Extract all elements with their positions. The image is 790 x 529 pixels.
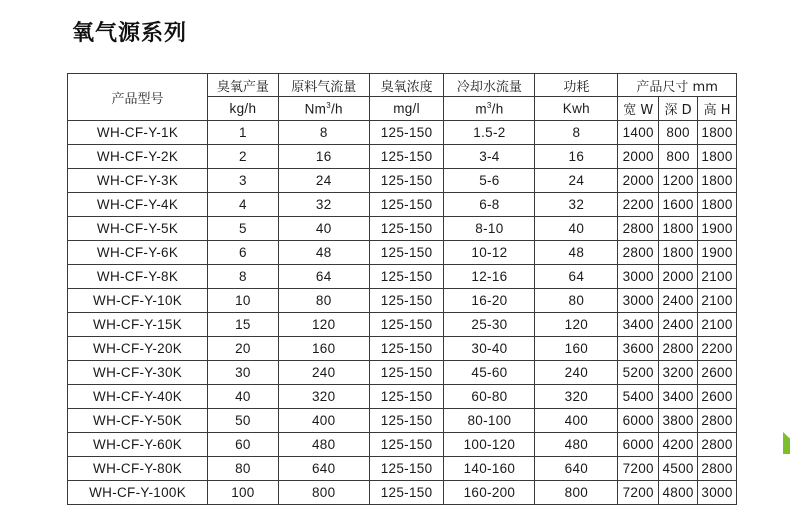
- table-row: [68, 337, 737, 361]
- depth-cell: 1600: [659, 193, 698, 217]
- feed-gas-flow-cell: 320: [278, 385, 369, 409]
- feed-gas-flow-cell: 48: [278, 241, 369, 265]
- cooling-water-flow-cell: 140-160: [444, 457, 535, 481]
- header-cooling-water-flow: 冷却水流量: [444, 74, 535, 97]
- unit-cooling-water-flow-prefix: m: [475, 101, 487, 117]
- width-cell: 7200: [618, 481, 659, 505]
- height-cell: 2800: [698, 433, 737, 457]
- header-ozone-output: 臭氧产量: [208, 74, 279, 97]
- power-cell: 800: [535, 481, 618, 505]
- ozone-output-cell: 30: [208, 361, 279, 385]
- power-cell: 64: [535, 265, 618, 289]
- width-cell: 1400: [618, 121, 659, 145]
- width-cell: 2200: [618, 193, 659, 217]
- width-cell: 5200: [618, 361, 659, 385]
- height-cell: 2100: [698, 289, 737, 313]
- table-row: [68, 409, 737, 433]
- depth-cell: 4500: [659, 457, 698, 481]
- unit-feed-gas-flow-suffix: /h: [330, 101, 343, 117]
- height-cell: 2100: [698, 265, 737, 289]
- feed-gas-flow-cell: 160: [278, 337, 369, 361]
- power-cell: 240: [535, 361, 618, 385]
- unit-ozone-concentration: mg/l: [369, 97, 444, 121]
- height-cell: 1800: [698, 169, 737, 193]
- table-row: [68, 481, 737, 505]
- header-power: 功耗: [535, 74, 618, 97]
- depth-cell: 3200: [659, 361, 698, 385]
- ozone-concentration-cell: 125-150: [369, 121, 444, 145]
- height-cell: 2600: [698, 385, 737, 409]
- ozone-concentration-cell: 125-150: [369, 241, 444, 265]
- power-cell: 16: [535, 145, 618, 169]
- unit-cooling-water-flow: [444, 97, 535, 121]
- height-cell: 2600: [698, 361, 737, 385]
- width-cell: 3400: [618, 313, 659, 337]
- table-row: [68, 433, 737, 457]
- model-cell: WH-CF-Y-100K: [68, 481, 208, 505]
- feed-gas-flow-cell: 480: [278, 433, 369, 457]
- table-row: [68, 361, 737, 385]
- depth-cell: 3400: [659, 385, 698, 409]
- ozone-concentration-cell: 125-150: [369, 217, 444, 241]
- table-row: [68, 313, 737, 337]
- spec-table: [67, 73, 737, 505]
- ozone-output-cell: 10: [208, 289, 279, 313]
- ozone-concentration-cell: 125-150: [369, 193, 444, 217]
- ozone-output-cell: 2: [208, 145, 279, 169]
- model-cell: WH-CF-Y-1K: [68, 121, 208, 145]
- model-cell: WH-CF-Y-10K: [68, 289, 208, 313]
- width-cell: 2800: [618, 241, 659, 265]
- table-row: [68, 217, 737, 241]
- model-cell: WH-CF-Y-30K: [68, 361, 208, 385]
- feed-gas-flow-cell: 16: [278, 145, 369, 169]
- feed-gas-flow-cell: 240: [278, 361, 369, 385]
- depth-cell: 2400: [659, 313, 698, 337]
- height-cell: 1800: [698, 121, 737, 145]
- power-cell: 24: [535, 169, 618, 193]
- cooling-water-flow-cell: 45-60: [444, 361, 535, 385]
- ozone-output-cell: 3: [208, 169, 279, 193]
- ozone-output-cell: 4: [208, 193, 279, 217]
- width-cell: 3000: [618, 265, 659, 289]
- depth-cell: 800: [659, 121, 698, 145]
- page-title: 氧气源系列: [72, 21, 188, 46]
- unit-cooling-water-flow-sup: 3: [486, 100, 492, 110]
- ozone-output-cell: 60: [208, 433, 279, 457]
- table-row: [68, 193, 737, 217]
- table-row: [68, 289, 737, 313]
- power-cell: 40: [535, 217, 618, 241]
- cooling-water-flow-cell: 160-200: [444, 481, 535, 505]
- model-cell: WH-CF-Y-60K: [68, 433, 208, 457]
- unit-feed-gas-flow-prefix: Nm: [304, 101, 327, 117]
- cooling-water-flow-cell: 100-120: [444, 433, 535, 457]
- power-cell: 400: [535, 409, 618, 433]
- model-cell: WH-CF-Y-40K: [68, 385, 208, 409]
- model-cell: WH-CF-Y-80K: [68, 457, 208, 481]
- cooling-water-flow-cell: 30-40: [444, 337, 535, 361]
- power-cell: 120: [535, 313, 618, 337]
- ozone-output-cell: 1: [208, 121, 279, 145]
- depth-cell: 1800: [659, 241, 698, 265]
- header-model: 产品型号: [68, 74, 208, 121]
- feed-gas-flow-cell: 80: [278, 289, 369, 313]
- header-feed-gas-flow: 原料气流量: [278, 74, 369, 97]
- model-cell: WH-CF-Y-2K: [68, 145, 208, 169]
- ozone-concentration-cell: 125-150: [369, 409, 444, 433]
- depth-cell: 4800: [659, 481, 698, 505]
- unit-feed-gas-flow: [278, 97, 369, 121]
- width-cell: 2000: [618, 169, 659, 193]
- power-cell: 32: [535, 193, 618, 217]
- table-header-row: [68, 74, 737, 97]
- ozone-output-cell: 15: [208, 313, 279, 337]
- power-cell: 80: [535, 289, 618, 313]
- feed-gas-flow-cell: 8: [278, 121, 369, 145]
- cooling-water-flow-cell: 6-8: [444, 193, 535, 217]
- cooling-water-flow-cell: 80-100: [444, 409, 535, 433]
- height-cell: 2800: [698, 457, 737, 481]
- ozone-output-cell: 50: [208, 409, 279, 433]
- feed-gas-flow-cell: 24: [278, 169, 369, 193]
- cooling-water-flow-cell: 10-12: [444, 241, 535, 265]
- side-tab-marker[interactable]: [783, 432, 790, 454]
- model-cell: WH-CF-Y-20K: [68, 337, 208, 361]
- model-cell: WH-CF-Y-6K: [68, 241, 208, 265]
- width-cell: 3600: [618, 337, 659, 361]
- table-row: [68, 145, 737, 169]
- ozone-output-cell: 8: [208, 265, 279, 289]
- unit-feed-gas-flow-sup: 3: [326, 100, 331, 110]
- ozone-output-cell: 20: [208, 337, 279, 361]
- width-cell: 6000: [618, 409, 659, 433]
- ozone-concentration-cell: 125-150: [369, 289, 444, 313]
- width-cell: 7200: [618, 457, 659, 481]
- feed-gas-flow-cell: 32: [278, 193, 369, 217]
- height-cell: 2100: [698, 313, 737, 337]
- table-row: [68, 241, 737, 265]
- ozone-concentration-cell: 125-150: [369, 433, 444, 457]
- depth-cell: 1800: [659, 217, 698, 241]
- height-cell: 1800: [698, 193, 737, 217]
- depth-cell: 2400: [659, 289, 698, 313]
- power-cell: 8: [535, 121, 618, 145]
- height-cell: 3000: [698, 481, 737, 505]
- power-cell: 480: [535, 433, 618, 457]
- height-cell: 1900: [698, 217, 737, 241]
- feed-gas-flow-cell: 800: [278, 481, 369, 505]
- unit-power: Kwh: [535, 97, 618, 121]
- ozone-concentration-cell: 125-150: [369, 265, 444, 289]
- cooling-water-flow-cell: 12-16: [444, 265, 535, 289]
- table-row: [68, 385, 737, 409]
- header-dimensions: 产品尺寸 mm: [618, 74, 737, 97]
- cooling-water-flow-cell: 16-20: [444, 289, 535, 313]
- width-cell: 2800: [618, 217, 659, 241]
- cooling-water-flow-cell: 60-80: [444, 385, 535, 409]
- width-cell: 2000: [618, 145, 659, 169]
- ozone-concentration-cell: 125-150: [369, 481, 444, 505]
- model-cell: WH-CF-Y-3K: [68, 169, 208, 193]
- height-cell: 1900: [698, 241, 737, 265]
- width-cell: 6000: [618, 433, 659, 457]
- spec-table-body: [68, 121, 737, 505]
- ozone-concentration-cell: 125-150: [369, 169, 444, 193]
- ozone-output-cell: 5: [208, 217, 279, 241]
- unit-width: 宽 W: [618, 97, 659, 121]
- unit-depth: 深 D: [659, 97, 698, 121]
- ozone-concentration-cell: 125-150: [369, 385, 444, 409]
- model-cell: WH-CF-Y-5K: [68, 217, 208, 241]
- power-cell: 48: [535, 241, 618, 265]
- cooling-water-flow-cell: 5-6: [444, 169, 535, 193]
- header-ozone-concentration: 臭氧浓度: [369, 74, 444, 97]
- width-cell: 3000: [618, 289, 659, 313]
- cooling-water-flow-cell: 25-30: [444, 313, 535, 337]
- height-cell: 2200: [698, 337, 737, 361]
- height-cell: 1800: [698, 145, 737, 169]
- power-cell: 160: [535, 337, 618, 361]
- ozone-output-cell: 6: [208, 241, 279, 265]
- depth-cell: 4200: [659, 433, 698, 457]
- ozone-output-cell: 100: [208, 481, 279, 505]
- power-cell: 320: [535, 385, 618, 409]
- cooling-water-flow-cell: 1.5-2: [444, 121, 535, 145]
- unit-ozone-output: kg/h: [208, 97, 279, 121]
- unit-height: 高 H: [698, 97, 737, 121]
- ozone-concentration-cell: 125-150: [369, 145, 444, 169]
- table-row: [68, 169, 737, 193]
- depth-cell: 2000: [659, 265, 698, 289]
- ozone-output-cell: 40: [208, 385, 279, 409]
- unit-cooling-water-flow-suffix: /h: [491, 101, 504, 117]
- model-cell: WH-CF-Y-15K: [68, 313, 208, 337]
- model-cell: WH-CF-Y-4K: [68, 193, 208, 217]
- feed-gas-flow-cell: 40: [278, 217, 369, 241]
- ozone-concentration-cell: 125-150: [369, 457, 444, 481]
- table-row: [68, 265, 737, 289]
- width-cell: 5400: [618, 385, 659, 409]
- model-cell: WH-CF-Y-50K: [68, 409, 208, 433]
- model-cell: WH-CF-Y-8K: [68, 265, 208, 289]
- depth-cell: 3800: [659, 409, 698, 433]
- height-cell: 2800: [698, 409, 737, 433]
- cooling-water-flow-cell: 8-10: [444, 217, 535, 241]
- feed-gas-flow-cell: 400: [278, 409, 369, 433]
- ozone-concentration-cell: 125-150: [369, 337, 444, 361]
- ozone-concentration-cell: 125-150: [369, 313, 444, 337]
- ozone-output-cell: 80: [208, 457, 279, 481]
- feed-gas-flow-cell: 64: [278, 265, 369, 289]
- depth-cell: 1200: [659, 169, 698, 193]
- ozone-concentration-cell: 125-150: [369, 361, 444, 385]
- feed-gas-flow-cell: 640: [278, 457, 369, 481]
- table-row: [68, 457, 737, 481]
- depth-cell: 2800: [659, 337, 698, 361]
- table-row: [68, 121, 737, 145]
- depth-cell: 800: [659, 145, 698, 169]
- power-cell: 640: [535, 457, 618, 481]
- cooling-water-flow-cell: 3-4: [444, 145, 535, 169]
- feed-gas-flow-cell: 120: [278, 313, 369, 337]
